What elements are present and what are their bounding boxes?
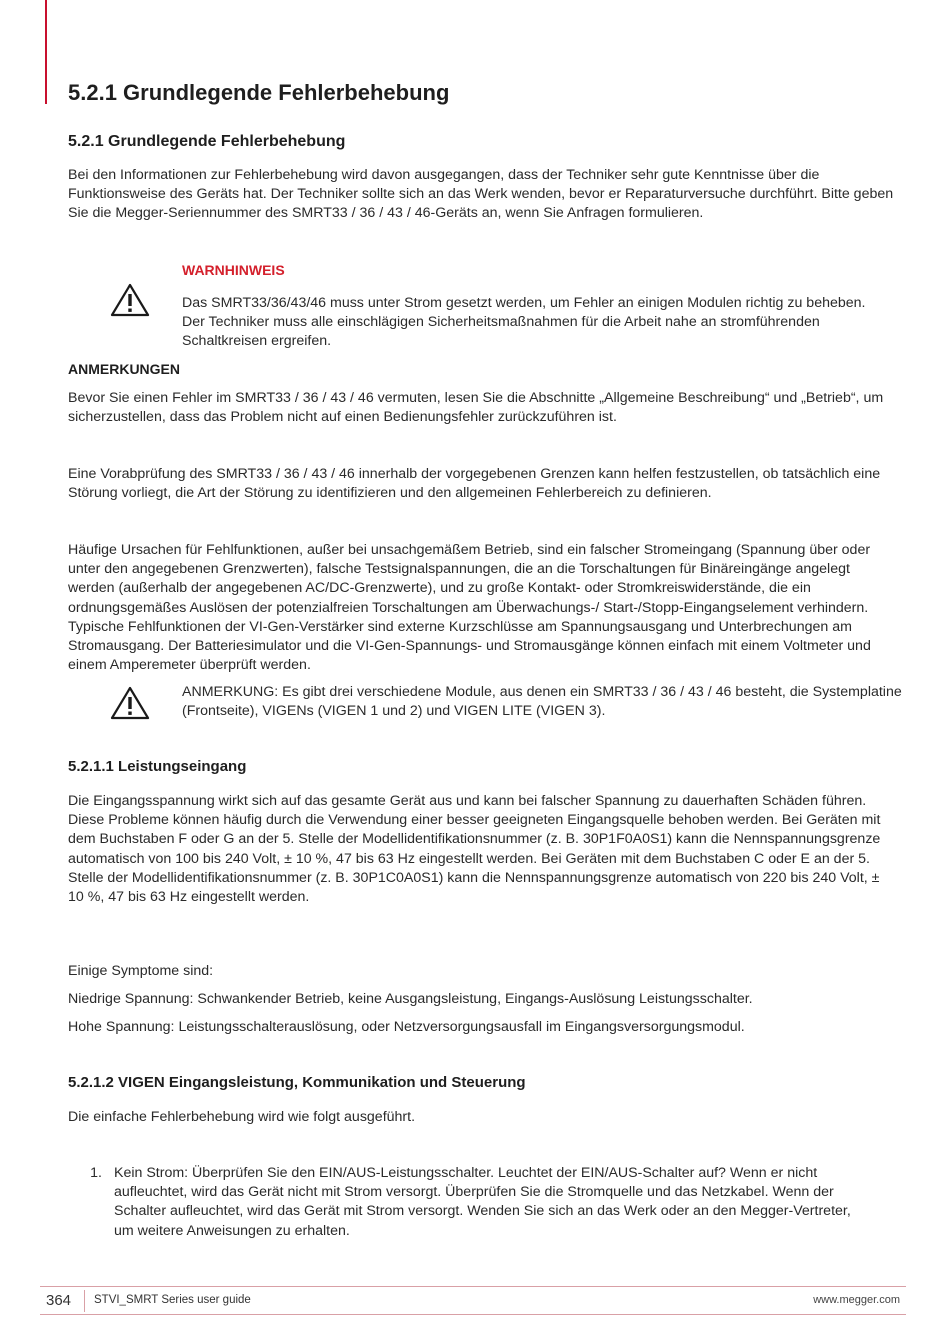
list-item-number: 1. (90, 1165, 102, 1181)
note-warning-triangle-icon (110, 685, 150, 721)
section-heading-power-input: 5.2.1.1 Leistungseingang (68, 758, 247, 775)
footer-rule-bottom (40, 1314, 906, 1315)
notes-heading: ANMERKUNGEN (68, 361, 180, 377)
intro-paragraph: Bei den Informationen zur Fehlerbehebung wird davon ausgegangen, dass der Techniker sehr gute Kenntnisse über die Funktionsweise des Geräts hat. Der Techniker sollte sich an das Werk wenden, bevor er Reparaturversuche durchführt. Bitte geben Sie die Megger-Seriennummer des SMRT33 / 36 / 43 / 46-Geräts an, wenn Sie Anfragen formulieren. (68, 167, 894, 222)
warning-text: Das SMRT33/36/43/46 muss unter Strom gesetzt werden, um Fehler an einigen Modulen richtig zu beheben. Der Techniker muss alle einschlägigen Sicherheitsmaßnahmen für die Arbeit nahe an stromführenden Schaltkreisen ergreifen. (182, 295, 866, 350)
note-text: ANMERKUNG: Es gibt drei verschiedene Module, aus denen ein SMRT33 / 36 / 43 / 46 besteht, die Systemplatine (Frontseite), VIGENs (VIGEN 1 und 2) und VIGEN LITE (VIGEN 3). (182, 684, 902, 720)
page-title: 5.2.1 Grundlegende Fehlerbehebung (68, 80, 450, 105)
section-heading-vigen: 5.2.1.2 VIGEN Eingangsleistung, Kommunikation und Steuerung (68, 1074, 526, 1091)
vigen-intro: Die einfache Fehlerbehebung wird wie folgt ausgeführt. (68, 1109, 416, 1125)
website-link[interactable]: www.megger.com (813, 1294, 900, 1306)
paragraph-common-causes: Häufige Ursachen für Fehlfunktionen, außer bei unsachgemäßem Betrieb, sind ein falscher Stromeingang (Spannung über oder unter den angegebenen Grenzwerten), falsche Testsignalspannungen, die an die Torschaltungen für Binäreingänge angelegt werden (außerhalb der angegebenen AC/DC-Grenzwerte), und zu große Kontakt- oder Stromkreiswiderstände, die ein ordnungsgemäßes Auslösen der potenzialfreien Torschaltungen am Überwachungs-/ Start-/Stopp-Eingangselement verhindern. Typische Fehlfunktionen der VI-Gen-Verstärker sind externe Kurzschlüsse am Spannungsausgang und Unterbrechungen am Stromausgang. Der Batteriesimulator und die VI-Gen-Spannungs- und Stromausgänge können einfach mit einem Voltmeter und einem Amperemeter überprüft werden. (68, 542, 871, 674)
page-number: 364 (46, 1292, 72, 1309)
section-heading: 5.2.1 Grundlegende Fehlerbehebung (68, 133, 346, 150)
list-item (68, 1164, 898, 1241)
header-accent-bar (45, 0, 47, 104)
warning-triangle-icon (110, 282, 150, 318)
paragraph-preliminary-test: Eine Vorabprüfung des SMRT33 / 36 / 43 / 46 innerhalb der vorgegebenen Grenzen kann helfen festzustellen, ob tatsächlich eine Störung vorliegt, die Art der Störung zu identifizieren und den allgemeinen Fehlerbereich zu definieren. (68, 466, 881, 502)
list-item-text: Kein Strom: Überprüfen Sie den EIN/AUS-Leistungsschalter. Leuchtet der EIN/AUS-Schalter auf? Wenn er nicht aufleuchtet, wird das Gerät nicht mit Strom versorgt. Überprüfen Sie die Stromquelle und das Netzkabel. Wenn der Schalter aufleuchtet, wird das Gerät mit Strom versorgt. Wenden Sie sich an das Werk oder an den Megger-Vertreter, um weitere Anweisungen zu erhalten. (114, 1165, 851, 1239)
paragraph-power-input: Die Eingangsspannung wirkt sich auf das gesamte Gerät aus und kann bei falscher Spannung zu dauerhaften Schäden führen. Diese Probleme können häufig durch die Verwendung einer besser geeigneten Eingangsquelle behoben werden. Bei Geräten mit dem Buchstaben F oder G an der 5. Stelle der Modellidentifikationsnummer (z. B. 30P1F0A0S1) kann die Nennspannungsgrenze automatisch von 100 bis 240 Volt, ± 10 %, 47 bis 63 Hz eingestellt werden. Bei Geräten mit dem Buchstaben C oder E an der 5. Stelle der Modellidentifikationsnummer (z. B. 30P1C0A0S1) kann die Nennspannungsgrenze automatisch von 220 bis 240 Volt, ± 10 %, 47 bis 63 Hz eingestellt werden. (68, 793, 881, 906)
footer-rule-top (40, 1286, 906, 1287)
warning-title: WARNHINWEIS (182, 262, 285, 278)
paragraph-precheck: Bevor Sie einen Fehler im SMRT33 / 36 / 43 / 46 vermuten, lesen Sie die Abschnitte „Allgemeine Beschreibung“ und „Betrieb“, um sicherzustellen, dass das Problem nicht auf einen Bedienungsfehler zurückzuführen ist. (68, 390, 884, 426)
guide-title: STVI_SMRT Series user guide (94, 1294, 251, 1306)
symptoms-intro: Einige Symptome sind: (68, 963, 214, 979)
footer-divider (84, 1290, 85, 1312)
symptom-low-voltage: Niedrige Spannung: Schwankender Betrieb, keine Ausgangsleistung, Eingangs-Auslösung Leistungsschalter. (68, 991, 753, 1007)
symptom-high-voltage: Hohe Spannung: Leistungsschalterauslösung, oder Netzversorgungsausfall im Eingangsversorgungsmodul. (68, 1019, 745, 1035)
troubleshooting-list (68, 1164, 898, 1241)
